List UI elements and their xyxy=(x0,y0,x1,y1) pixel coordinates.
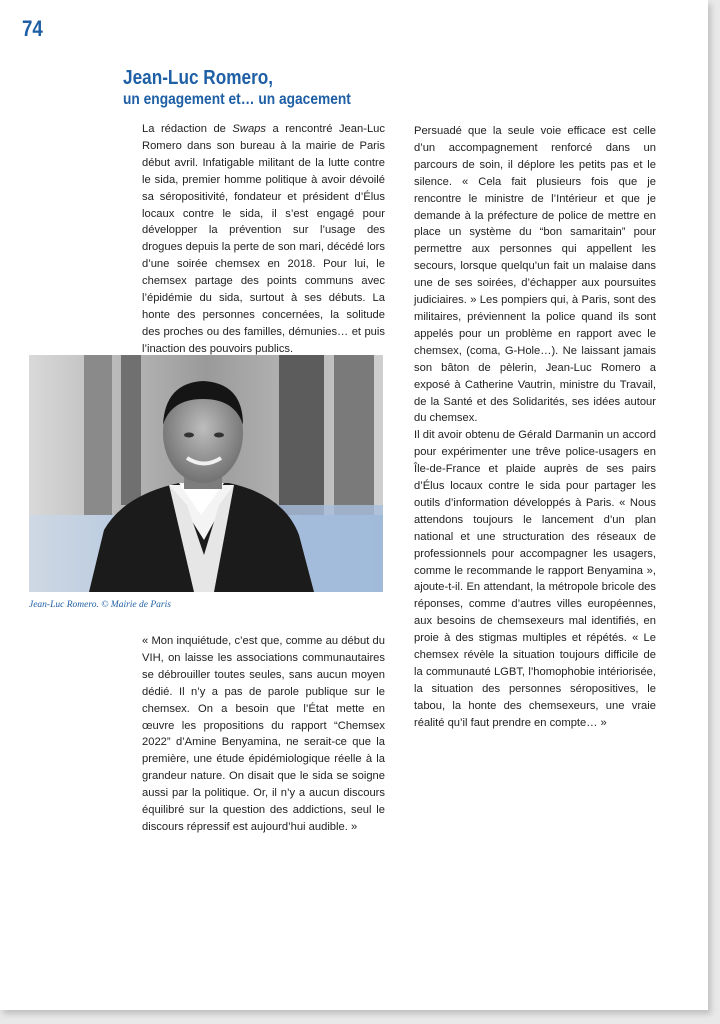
portrait-photo-image xyxy=(29,355,383,592)
article-title xyxy=(123,66,351,110)
right-paragraph-1: Persuadé que la seule voie efficace est celle d’un accompagnement renforcé dans un parcours de soin, il déplore les petits pas et le silence. « Cela fait plusieurs fois que je rencontre le ministre de l’Intérieur et que je demande à la préfecture de police de mettre en place un système du “bon samaritain” pour permettre aux personnes qui appellent les secours, lorsque quelqu’un fait un malaise dans une de ses soirées, d’échapper aux poursuites judiciaires. » Les pompiers qui, à Paris, sont des militaires, préviennent la police quand ils sont appelés pour un problème en rapport avec le chemsex, (coma, G-Hole…). Ne laissant jamais son bâton de pèlerin, Jean-Luc Romero a exposé à Catherine Vautrin, ministre du Travail, de la Santé et des Solidarités, ses idées autour du chemsex. xyxy=(414,125,656,425)
intro-text-end: a rencontré Jean-Luc Romero dans son bureau à la mairie de Paris début avril. Infatigable militant de la lutte contre le sida, premier homme politique à avoir dévoilé sa séropositivité, fondateur et président d’Élus locaux contre le sida, il s’est engagé pour développer la prévention sur l’usage des drogues depuis la perte de son mari, décédé lors d’une soirée chemsex en 2018. Pour lui, le chemsex partage des points communs avec l’épidémie du sida, surtout à ses débuts. La honte des personnes concernées, la solitude des proches ou des familles, démunies… et puis l’inaction des pouvoirs publics. xyxy=(142,123,385,355)
intro-text-start: La rédaction de xyxy=(142,123,233,135)
magazine-name: Swaps xyxy=(232,123,266,135)
article-title-line-1: Jean-Luc Romero, xyxy=(123,67,274,89)
right-column xyxy=(414,123,656,732)
portrait-photo xyxy=(29,355,383,592)
quote-text: « Mon inquiétude, c’est que, comme au début du VIH, on laisse les associations communautaires se débrouiller toutes seules, sans aucun moyen dédié. Il n’y a pas de parole publique sur le chemsex. On a besoin que l’État mette en œuvre les propositions du rapport “Chemsex 2022” d’Amine Benyamina, ne serait-ce que la première, une étude épidémiologique réelle à la grandeur nature. On disait que le sida se soigne aussi par la politique. Or, il n’y a aucun discours équilibré sur la question des addictions, seul le discours répressif est aujourd’hui audible. » xyxy=(142,635,385,833)
intro-paragraph xyxy=(142,121,385,358)
page-number: 74 xyxy=(22,16,43,41)
photo-caption: Jean-Luc Romero. © Mairie de Paris xyxy=(29,600,171,610)
quote-paragraph xyxy=(142,633,385,836)
article-subtitle: un engagement et… un agacement xyxy=(123,91,351,108)
right-paragraph-2: Il dit avoir obtenu de Gérald Darmanin un accord pour expérimenter une trêve police-usagers en Île-de-France et plaide auprès de ses pairs d’Élus locaux contre le sida pour partager les outils d’information développés à Paris. « Nous attendons toujours le lancement d’un plan national et une structuration des réseaux de professionnels pour accompagner les usagers, comme le recommande le rapport Benyamina », ajoute-t-il. En attendant, la métropole bricole des réponses, comme d’autres villes européennes, aux besoins de chemsexeurs mal identifiés, en proie à des stigmas multiples et répétés. « Le chemsex révèle la situation toujours difficile de la communauté LGBT, l’homophobie intériorisée, la situation des personnes séropositives, le tabou, la honte des chemsexeurs, une vraie réalité qu’il faut prendre en compte… » xyxy=(414,429,656,729)
